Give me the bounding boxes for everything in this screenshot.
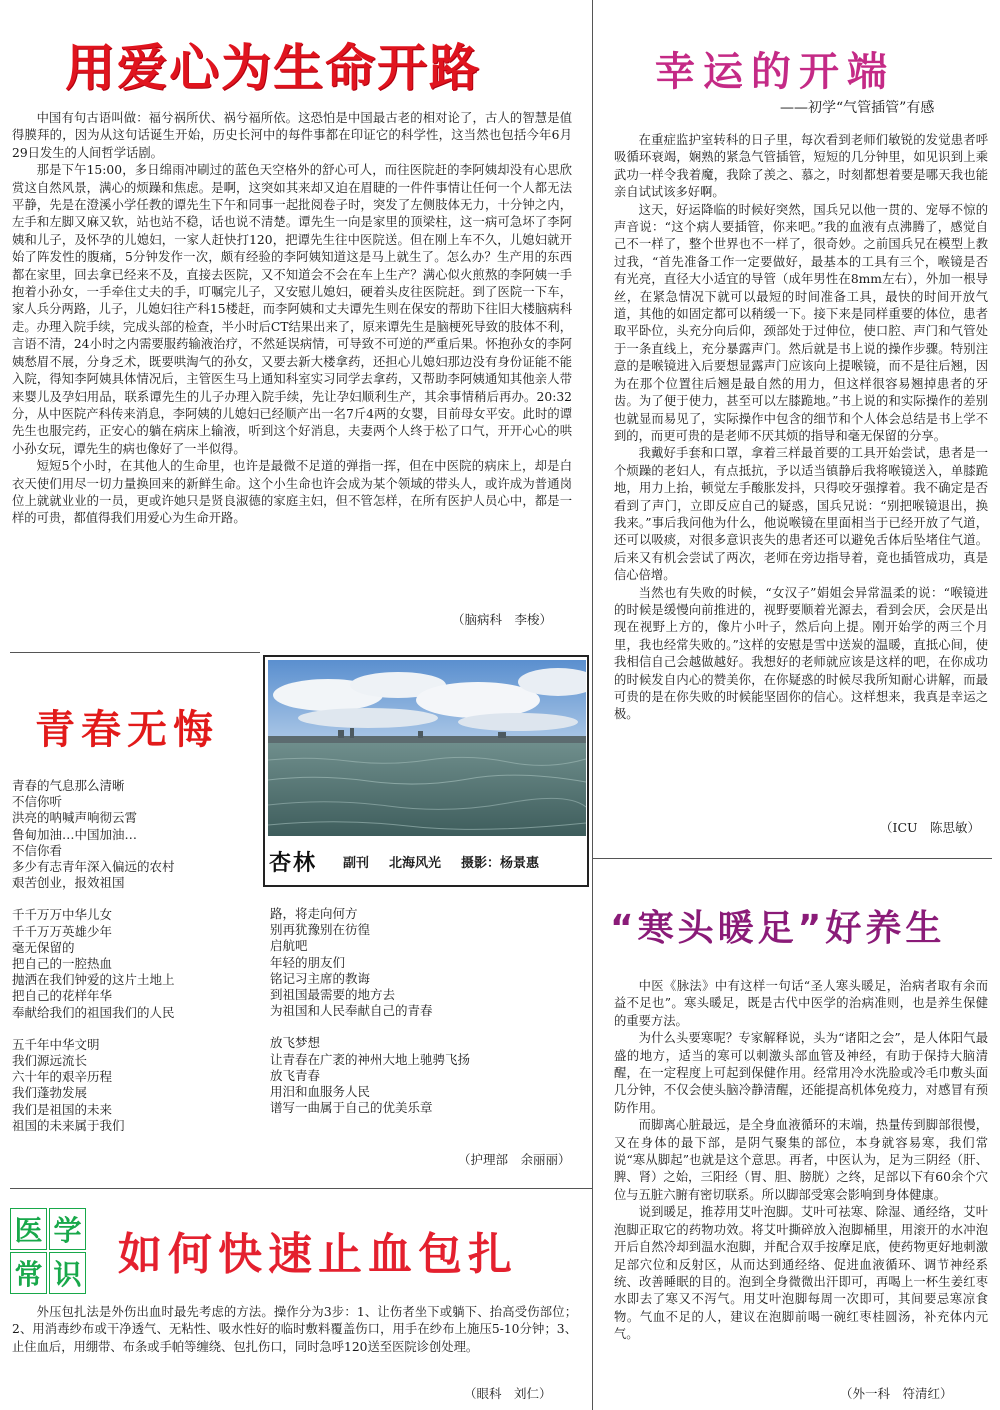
- seascape-photo: [268, 660, 586, 836]
- paragraph: 中医《脉法》中有这样一句话“圣人寒头暖足，治病者取有余而益不足也”。寒头暖足，既是古代中医学的治病准则，也是养生保健的重要方法。: [614, 979, 988, 1028]
- article-byline: （ICU 陈思敏）: [880, 820, 981, 835]
- paragraph: 而脚离心脏最远，是全身血液循环的末端，热量传到脚部很慢，又在身体的最下部，是阴气聚集的部位，本身就容易寒，我们常说“寒从脚起”也就是这个意思。再者，中医认为，足为三阴经（肝、脾、肾）之始，三阳经（胃、胆、膀胱）之终，足部以下有60余个穴位与五脏六腑有密切联系。所以脚部受寒会影响到身体健康。: [614, 1118, 988, 1202]
- poem-line: 洪亮的呐喊声响彻云霄: [12, 810, 138, 826]
- poem-line: 让青春在广袤的神州大地上驰骋飞扬: [270, 1051, 471, 1067]
- medical-knowledge-badge: [10, 1208, 86, 1291]
- article-byline: （脑病科 李梭）: [452, 612, 553, 627]
- poem-line: 把自己的一腔热血: [12, 956, 113, 972]
- paragraph: 短短5个小时，在其他人的生命里，也许是最微不足道的弹指一挥，但在中医院的病床上，却是白衣天使们用尽一切力量换回来的新鲜生命。这个小生命也许会成为某个领域的带头人，或许成为普通岗位上就就业业的一员，更或许她只是贤良淑德的家庭主妇，但不管怎样，在所有医护人员心中，都是一样的可贵，都值得我们用爱心为生命开路。: [12, 459, 572, 526]
- stanza-break: [12, 1021, 252, 1037]
- poem-line: 别再犹豫别在彷徨: [270, 922, 371, 938]
- poem-line: 祖国的未来属于我们: [12, 1117, 125, 1133]
- poem-line: 我们是祖国的未来: [12, 1101, 113, 1117]
- paragraph: 我戴好手套和口罩，拿着三样最首要的工具开始尝试，患者是一个烦躁的老妇人，有点抵抗，予以适当镇静后我将喉镜送入，单膝跪地，用力上抬，顿觉左手酸胀发抖，只得咬牙强撑着。我不确定是否看到了声门，立即反应自己的疑惑，国兵兄说：“别把喉镜退出，换我来。”事后我问他为什么，他说喉镜在里面相当于已经开放了气道，还可以吸痰，对很多意识丧失的患者还可以避免舌体后坠堵住气道。后来又有机会尝试了两次，老师在旁边指导着，竟也插管成功，真是信心倍增。: [614, 446, 988, 583]
- article-body: [614, 978, 988, 1344]
- article-subtitle: ——初学“气管插管”有感: [780, 100, 935, 116]
- poem-line: 抛洒在我们钟爱的这片土地上: [12, 972, 175, 988]
- photo-credit: 摄影：杨景惠: [461, 855, 540, 871]
- poem-line: 用汨和血服务人民: [270, 1084, 371, 1100]
- poem-line: 谱写一曲属于自己的优美乐章: [270, 1100, 433, 1116]
- photo-caption: [269, 840, 585, 882]
- paragraph: 这天，好运降临的时候好突然，国兵兄以他一贯的、宠辱不惊的声音说：“这个病人要插管，你来吧。”我的血液有点沸腾了，感觉自己不一样了，整个世界也不一样了，很奇妙。之前国兵兄在模型上教过我，“首先准备工作一定要做好，最基本的工具有三个，喉镜是否有光亮，直径大小适宜的导管（成年男性在8mm左右），外加一根导丝，在紧急情况下就可以最短的时间准备工具，最快的时间开放气道，其他的如固定都可以稍缓一下。接下来是同样重要的体位，患者取平卧位，头充分向后仰，颈部处于过伸位，使口腔、声门和气管处于一条直线上，充分暴露声门。然后就是书上说的操作步骤。特别注意的是喉镜进入后要想显露声门应该向上提喉镜，而不是往后翘，因为在那个位置往后翘是最自然的用力，但这样很容易翘掉患者的牙齿。为了便于使力，甚至可以左膝跪地。”书上说的和实际操作的差别也就显而易见了，实际操作中包含的细节和个人体会总结是书上学不到的，而更可贵的是老师不厌其烦的指导和毫无保留的分享。: [614, 202, 988, 443]
- poem-line: 放飞梦想: [270, 1035, 321, 1051]
- poem-line: 艰苦创业，报效祖国: [12, 875, 125, 891]
- poem-line: 千千万万中华儿女: [12, 907, 113, 923]
- paragraph: 说到暖足，推荐用艾叶泡脚。艾叶可祛寒、除湿、通经络，艾叶泡脚正取它的药物功效。将艾叶撕碎放入泡脚桶里，用滚开的水冲泡开后自然冷却到温水泡脚，并配合双手按摩足底，使药物更好地刺激足部穴位和反射区，从而达到通经络、促进血液循环、调节神经系统、改善睡眠的目的。泡到全身微微出汗即可，再喝上一杯生姜红枣水即去了寒又不泻气。用艾叶泡脚每周一次即可，其间要忌寒凉食物。气血不足的人，建议在泡脚前喝一碗红枣桂圆汤，补充体内元气。: [614, 1205, 988, 1342]
- stanza-break: [12, 891, 252, 907]
- paragraph: 中国有句古语叫做：福兮祸所伏、祸兮福所依。这恐怕是中国最古老的相对论了，古人的智慧是值得膜拜的，因为从这句话诞生开始，历史长河中的每件事都在印证它的科学性，这当然也包括今年6月29日发生的人间哲学话剧。: [12, 111, 572, 160]
- section-divider-right: [592, 858, 992, 859]
- article-title: 用爱心为生命开路: [65, 39, 481, 97]
- article-title: “寒头暖足”好养生: [610, 908, 946, 949]
- poem-line: 青春的气息那么清晰: [12, 778, 125, 793]
- badge-char: 常: [10, 1252, 47, 1294]
- poem-line: 启航吧: [270, 938, 308, 954]
- poem-line: 千千万万英雄少年: [12, 923, 113, 939]
- photo-caption-text: 北海风光: [389, 855, 442, 871]
- badge-char: 医: [10, 1208, 47, 1250]
- poem-line: 不信你看: [12, 842, 63, 858]
- poem-column-2: [270, 906, 580, 1116]
- column-divider: [592, 0, 593, 1410]
- article-title: 幸运的开端: [655, 49, 895, 95]
- poem-byline: （护理部 余丽丽）: [458, 1152, 571, 1167]
- paragraph: 为什么头要寒呢？专家解释说，头为“诸阳之会”，是人体阳气最盛的地方，适当的寒可以刺激头部血管及神经，有助于保持大脑清醒，在一定程度上可起到保健作用。经常用冷水洗脸或冷毛巾敷头面几分钟，不仅会使头脑冷静清醒，还能提高机体免疫力，对感冒有预防作用。: [614, 1031, 988, 1115]
- section-divider-left-1: [10, 652, 260, 653]
- poem-title: 青春无悔: [35, 707, 219, 753]
- article-body: [12, 110, 572, 528]
- section-label: 副刊: [343, 855, 370, 871]
- poem-line: 不信你听: [12, 794, 63, 810]
- poem-line: 多少有志青年深入偏远的农村: [12, 859, 175, 875]
- article-byline: （外一科 符清红）: [840, 1386, 953, 1401]
- paragraph: 在重症监护室转科的日子里，每次看到老师们敏锐的发觉患者呼吸循环衰竭，娴熟的紧急气管插管，短短的几分钟里，如见识到上乘武功一样令我着魔，我除了羡之、慕之，时刻都想着要是哪天我也能亲自试试该多好啊。: [614, 133, 988, 200]
- stanza-break: [270, 1019, 580, 1035]
- poem-line: 路，将走向何方: [270, 906, 358, 921]
- badge-char: 识: [49, 1252, 86, 1294]
- article-byline: （眼科 刘仁）: [464, 1386, 552, 1401]
- photo-frame: [263, 655, 589, 887]
- poem-line: 奉献给我们的祖国我们的人民: [12, 1004, 175, 1020]
- paragraph: 那是下午15:00，多日绵雨冲刷过的蓝色天空格外的舒心可人，而往医院赶的李阿姨却没有心思欣赏这自然风景，满心的烦躁和焦虑。是啊，这突如其来却又迫在眉睫的一件件事情让任何一个人都无法平静，先是在澄溪小学任教的谭先生下午和同事一起批阅卷子时，突发了左侧肢体无力，十分钟之内，左手和左脚又麻又软，站也站不稳，话也说不清楚。谭先生一向是家里的顶梁柱，这一病可急坏了李阿姨和儿子，及怀孕的儿媳妇，一家人赶快打120，把谭先生往中医院送。但在刚上车不久，儿媳妇就开始了阵发性的腹痛，5分钟发作一次，颇有经验的李阿姨知道这是马上就生了。怎么办？生产用的东西都在家里，回去拿已经来不及，直接去医院，又不知道会不会在车上生产？满心似火煎熬的李阿姨一手抱着小孙女，一手牵住丈夫的手，叮嘱完儿子，又安慰儿媳妇，硬着头皮往医院赶。到了医院一下车，家人兵分两路，儿子，儿媳妇往产科15楼赶，而李阿姨和丈夫谭先生则在保安的帮助下往旧大楼脑病科走。办理入院手续，完成头部的检查，半小时后CT结果出来了，原来谭先生是脑梗死导致的肢体不利，言语不清，24小时之内需要服药输液治疗，不然延误病情，可导致不可逆的严重后果。怀抱孙女的李阿姨愁眉不展，分身乏术，既要哄淘气的孙女，又要去新大楼拿药，还担心儿媳妇那边没有身份证能不能入院，得知李阿姨具体情况后，主管医生马上通知科室实习同学去拿药，又帮助李阿姨通知其他亲人带来婴儿及孕妇用品，联系谭先生的儿子办理入院手续，先让孕妇顺利生产，其余事情稍后再办。20:32分，从中医院产科传来消息，李阿姨的儿媳妇已经顺产出一名7斤4两的女婴，目前母女平安。此时的谭先生也服完药，正安心的躺在病床上输液，听到这个好消息，夫妻两个人终于松了口气，开开心心的哄小孙女玩，谭先生的病也像好了一半似得。: [12, 163, 572, 456]
- poem-line: 铭记习主席的教诲: [270, 970, 371, 986]
- poem-line: 我们蓬勃发展: [12, 1085, 88, 1101]
- poem-line: 我们源远流长: [12, 1053, 88, 1069]
- poem-line: 毫无保留的: [12, 939, 75, 955]
- article-body: [614, 132, 988, 724]
- masthead: 杏林: [269, 850, 318, 876]
- article-body: [12, 1304, 577, 1356]
- poem-line: 年轻的朋友们: [270, 954, 346, 970]
- poem-column-1: [12, 778, 252, 1134]
- paragraph: 当然也有失败的时候，“女汉子”娟姐会异常温柔的说：“喉镜进的时候是缓慢向前推进的，视野要顺着光源去，看到会厌，会厌是出现在视野上方的，像片小叶子，然后向上提。刚开始学的两三个月里，我也经常失败的。”这样的安慰是雪中送炭的温暖，直抵心间，使我相信自己会越做越好。我想好的老师就应该是这样的吧，在你成功的时候发自内心的赞美你，在你疑惑的时候尽我所知耐心讲解，而最可贵的是在你失败的时候能坚固你的信心。这样想来，我真是幸运之极。: [614, 585, 988, 722]
- poem-line: 六十年的艰辛历程: [12, 1069, 113, 1085]
- poem-line: 鲁甸加油…中国加油…: [12, 826, 138, 842]
- section-divider-left-2: [10, 1188, 592, 1189]
- poem-line: 到祖国最需要的地方去: [270, 987, 396, 1003]
- poem-line: 放飞青春: [270, 1067, 321, 1083]
- poem-line: 五千年中华文明: [12, 1036, 100, 1052]
- article-title: 如何快速止血包扎: [118, 1229, 518, 1280]
- badge-char: 学: [49, 1208, 86, 1250]
- poem-line: 把自己的花样年华: [12, 988, 113, 1004]
- poem-line: 为祖国和人民奉献自己的青春: [270, 1003, 433, 1019]
- paragraph: 外压包扎法是外伤出血时最先考虑的方法。操作分为3步：1、让伤者坐下或躺下、抬高受伤部位；2、用消毒纱布或干净透气、无粘性、吸水性好的临时敷料覆盖伤口，用手在纱布上施压5-10分钟；3、止住血后，用绷带、布条或手帕等缠绕、包扎伤口，同时急呼120送至医院诊创处理。: [12, 1305, 577, 1354]
